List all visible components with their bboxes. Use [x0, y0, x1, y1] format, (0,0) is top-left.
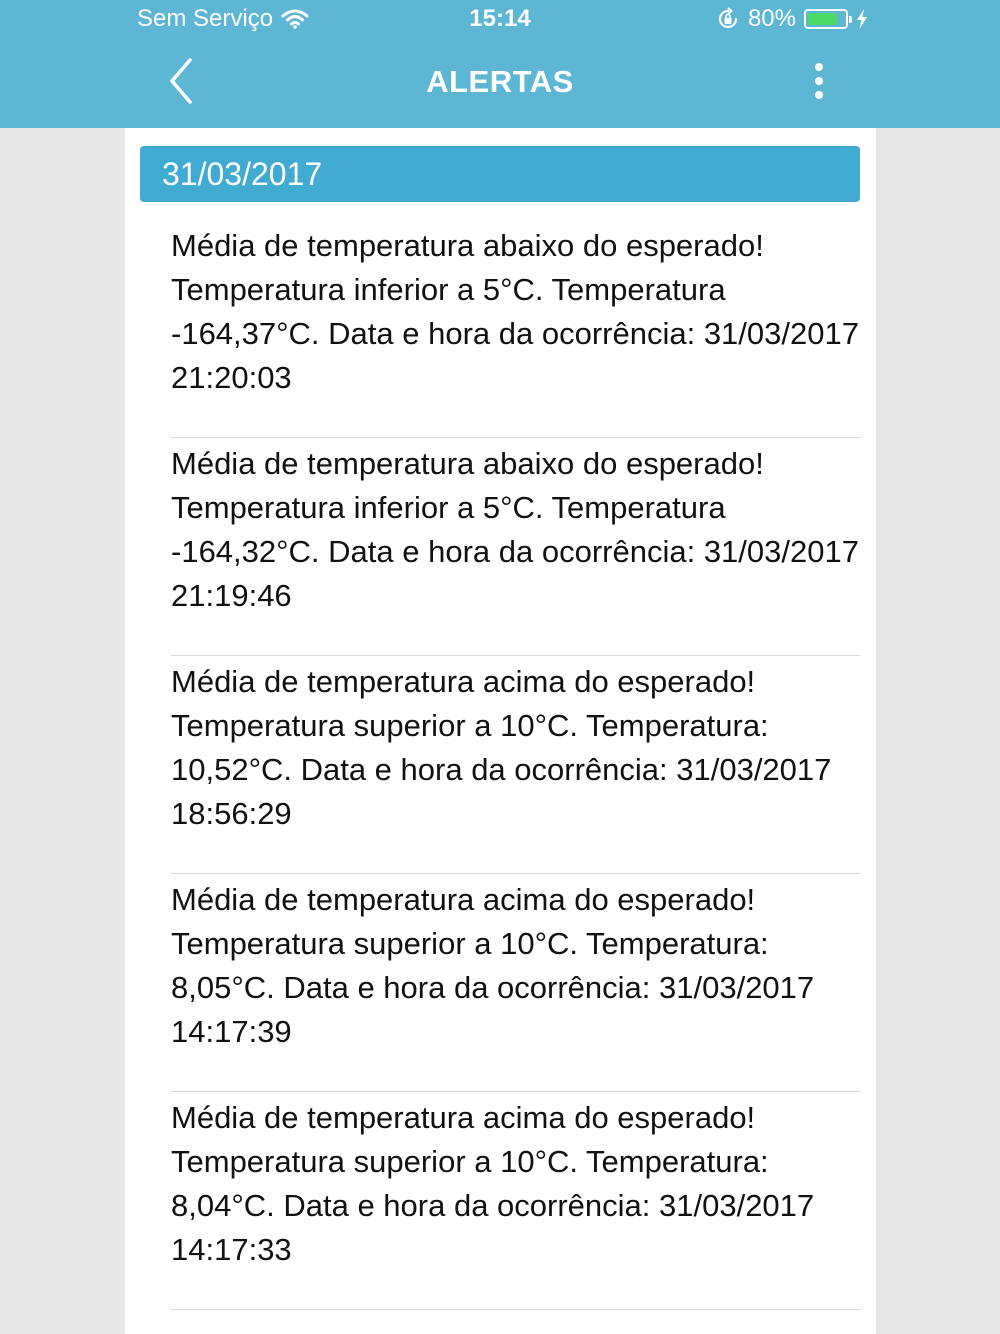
- alert-list: [171, 220, 860, 1310]
- battery-percent: 80%: [747, 5, 796, 32]
- alert-text: Média de temperatura abaixo do esperado! Temperatura inferior a 5°C. Temperatura -164,37°C. Data e hora da ocorrência: 31/03/2017 21:20:03: [171, 228, 859, 395]
- alert-item[interactable]: [171, 220, 860, 438]
- orientation-lock-icon: [716, 7, 740, 31]
- more-options-button[interactable]: [800, 58, 838, 106]
- battery-icon: [804, 9, 848, 29]
- app-header: [0, 0, 1000, 128]
- alert-item[interactable]: [171, 1092, 860, 1310]
- status-bar: [0, 0, 1000, 38]
- battery-fill: [808, 13, 837, 25]
- page-title: ALERTAS: [426, 64, 574, 99]
- status-time: 15:14: [469, 5, 531, 32]
- alert-item[interactable]: [171, 438, 860, 656]
- date-group-header: 31/03/2017: [140, 146, 860, 202]
- status-right: [716, 5, 868, 33]
- carrier-label: Sem Serviço: [137, 5, 274, 32]
- alert-text: Média de temperatura acima do esperado! Temperatura superior a 10°C. Temperatura: 10,52°C. Data e hora da ocorrência: 31/03/2017 18:56:29: [171, 664, 832, 831]
- alert-text: Média de temperatura acima do esperado! Temperatura superior a 10°C. Temperatura: 8,05°C. Data e hora da ocorrência: 31/03/2017 14:17:39: [171, 882, 815, 1049]
- vertical-dots-icon: [800, 58, 838, 106]
- alert-text: Média de temperatura abaixo do esperado! Temperatura inferior a 5°C. Temperatura -164,32°C. Data e hora da ocorrência: 31/03/2017 21:19:46: [171, 446, 859, 613]
- charging-bolt-icon: [856, 9, 868, 29]
- alert-text: Média de temperatura acima do esperado! Temperatura superior a 10°C. Temperatura: 8,04°C. Data e hora da ocorrência: 31/03/2017 14:17:33: [171, 1100, 815, 1267]
- alerts-panel: [125, 128, 876, 1334]
- alert-item[interactable]: [171, 656, 860, 874]
- alert-item[interactable]: [171, 874, 860, 1092]
